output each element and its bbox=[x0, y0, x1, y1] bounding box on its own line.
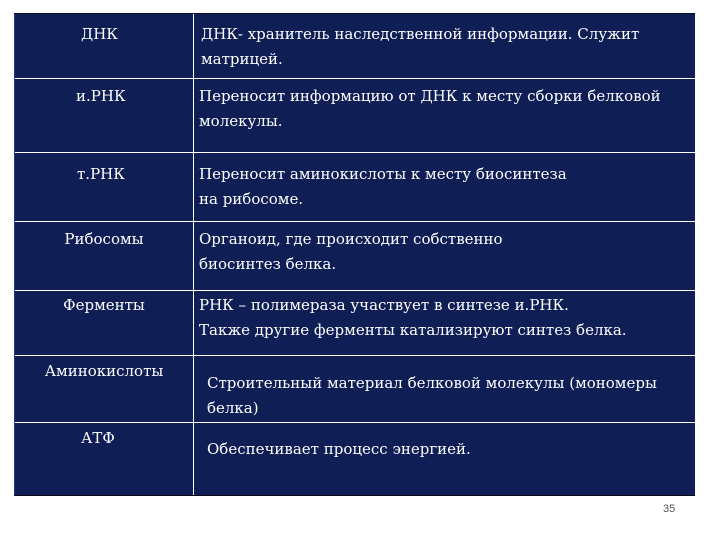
term-mrna: и.РНК bbox=[76, 87, 126, 105]
row-divider bbox=[15, 355, 695, 356]
page-number: 35 bbox=[663, 503, 676, 515]
row-divider bbox=[15, 290, 695, 291]
description-ribosomes bbox=[199, 227, 503, 277]
description-line: белка) bbox=[207, 399, 259, 417]
biosynthesis-table bbox=[14, 13, 695, 496]
description-line: Переносит аминокислоты к месту биосинтеза bbox=[199, 165, 567, 183]
description-line: Органоид, где происходит собственно bbox=[199, 230, 503, 248]
term-enzymes: Ферменты bbox=[63, 296, 145, 314]
description-line: на рибосоме. bbox=[199, 190, 304, 208]
description-trna bbox=[199, 162, 567, 212]
description-mrna bbox=[199, 84, 661, 134]
term-atp: АТФ bbox=[81, 429, 115, 447]
description-line: Переносит информацию от ДНК к месту сборки белковой bbox=[199, 87, 661, 105]
term-trna: т.РНК bbox=[77, 165, 125, 183]
description-line: матрицей. bbox=[201, 50, 283, 68]
description-line: Обеспечивает процесс энергией. bbox=[207, 440, 471, 458]
row-divider bbox=[15, 78, 695, 79]
term-ribosomes: Рибосомы bbox=[64, 230, 144, 248]
description-line: молекулы. bbox=[199, 112, 283, 130]
description-amino-acids bbox=[207, 371, 657, 421]
row-divider bbox=[15, 152, 695, 153]
term-amino-acids: Аминокислоты bbox=[44, 362, 164, 380]
description-line: Строительный материал белковой молекулы (мономеры bbox=[207, 374, 657, 392]
term-dna: ДНК bbox=[81, 25, 118, 43]
row-divider bbox=[15, 221, 695, 222]
description-dna bbox=[201, 22, 639, 72]
description-line: РНК – полимераза участвует в синтезе и.РНК. bbox=[199, 296, 569, 314]
description-line: ДНК- хранитель наследственной информации. Служит bbox=[201, 25, 640, 43]
description-enzymes bbox=[199, 293, 627, 343]
description-atp bbox=[207, 437, 471, 462]
row-divider bbox=[15, 422, 695, 423]
description-line: биосинтез белка. bbox=[199, 255, 337, 273]
description-line: Также другие ферменты катализируют синтез белка. bbox=[199, 321, 627, 339]
